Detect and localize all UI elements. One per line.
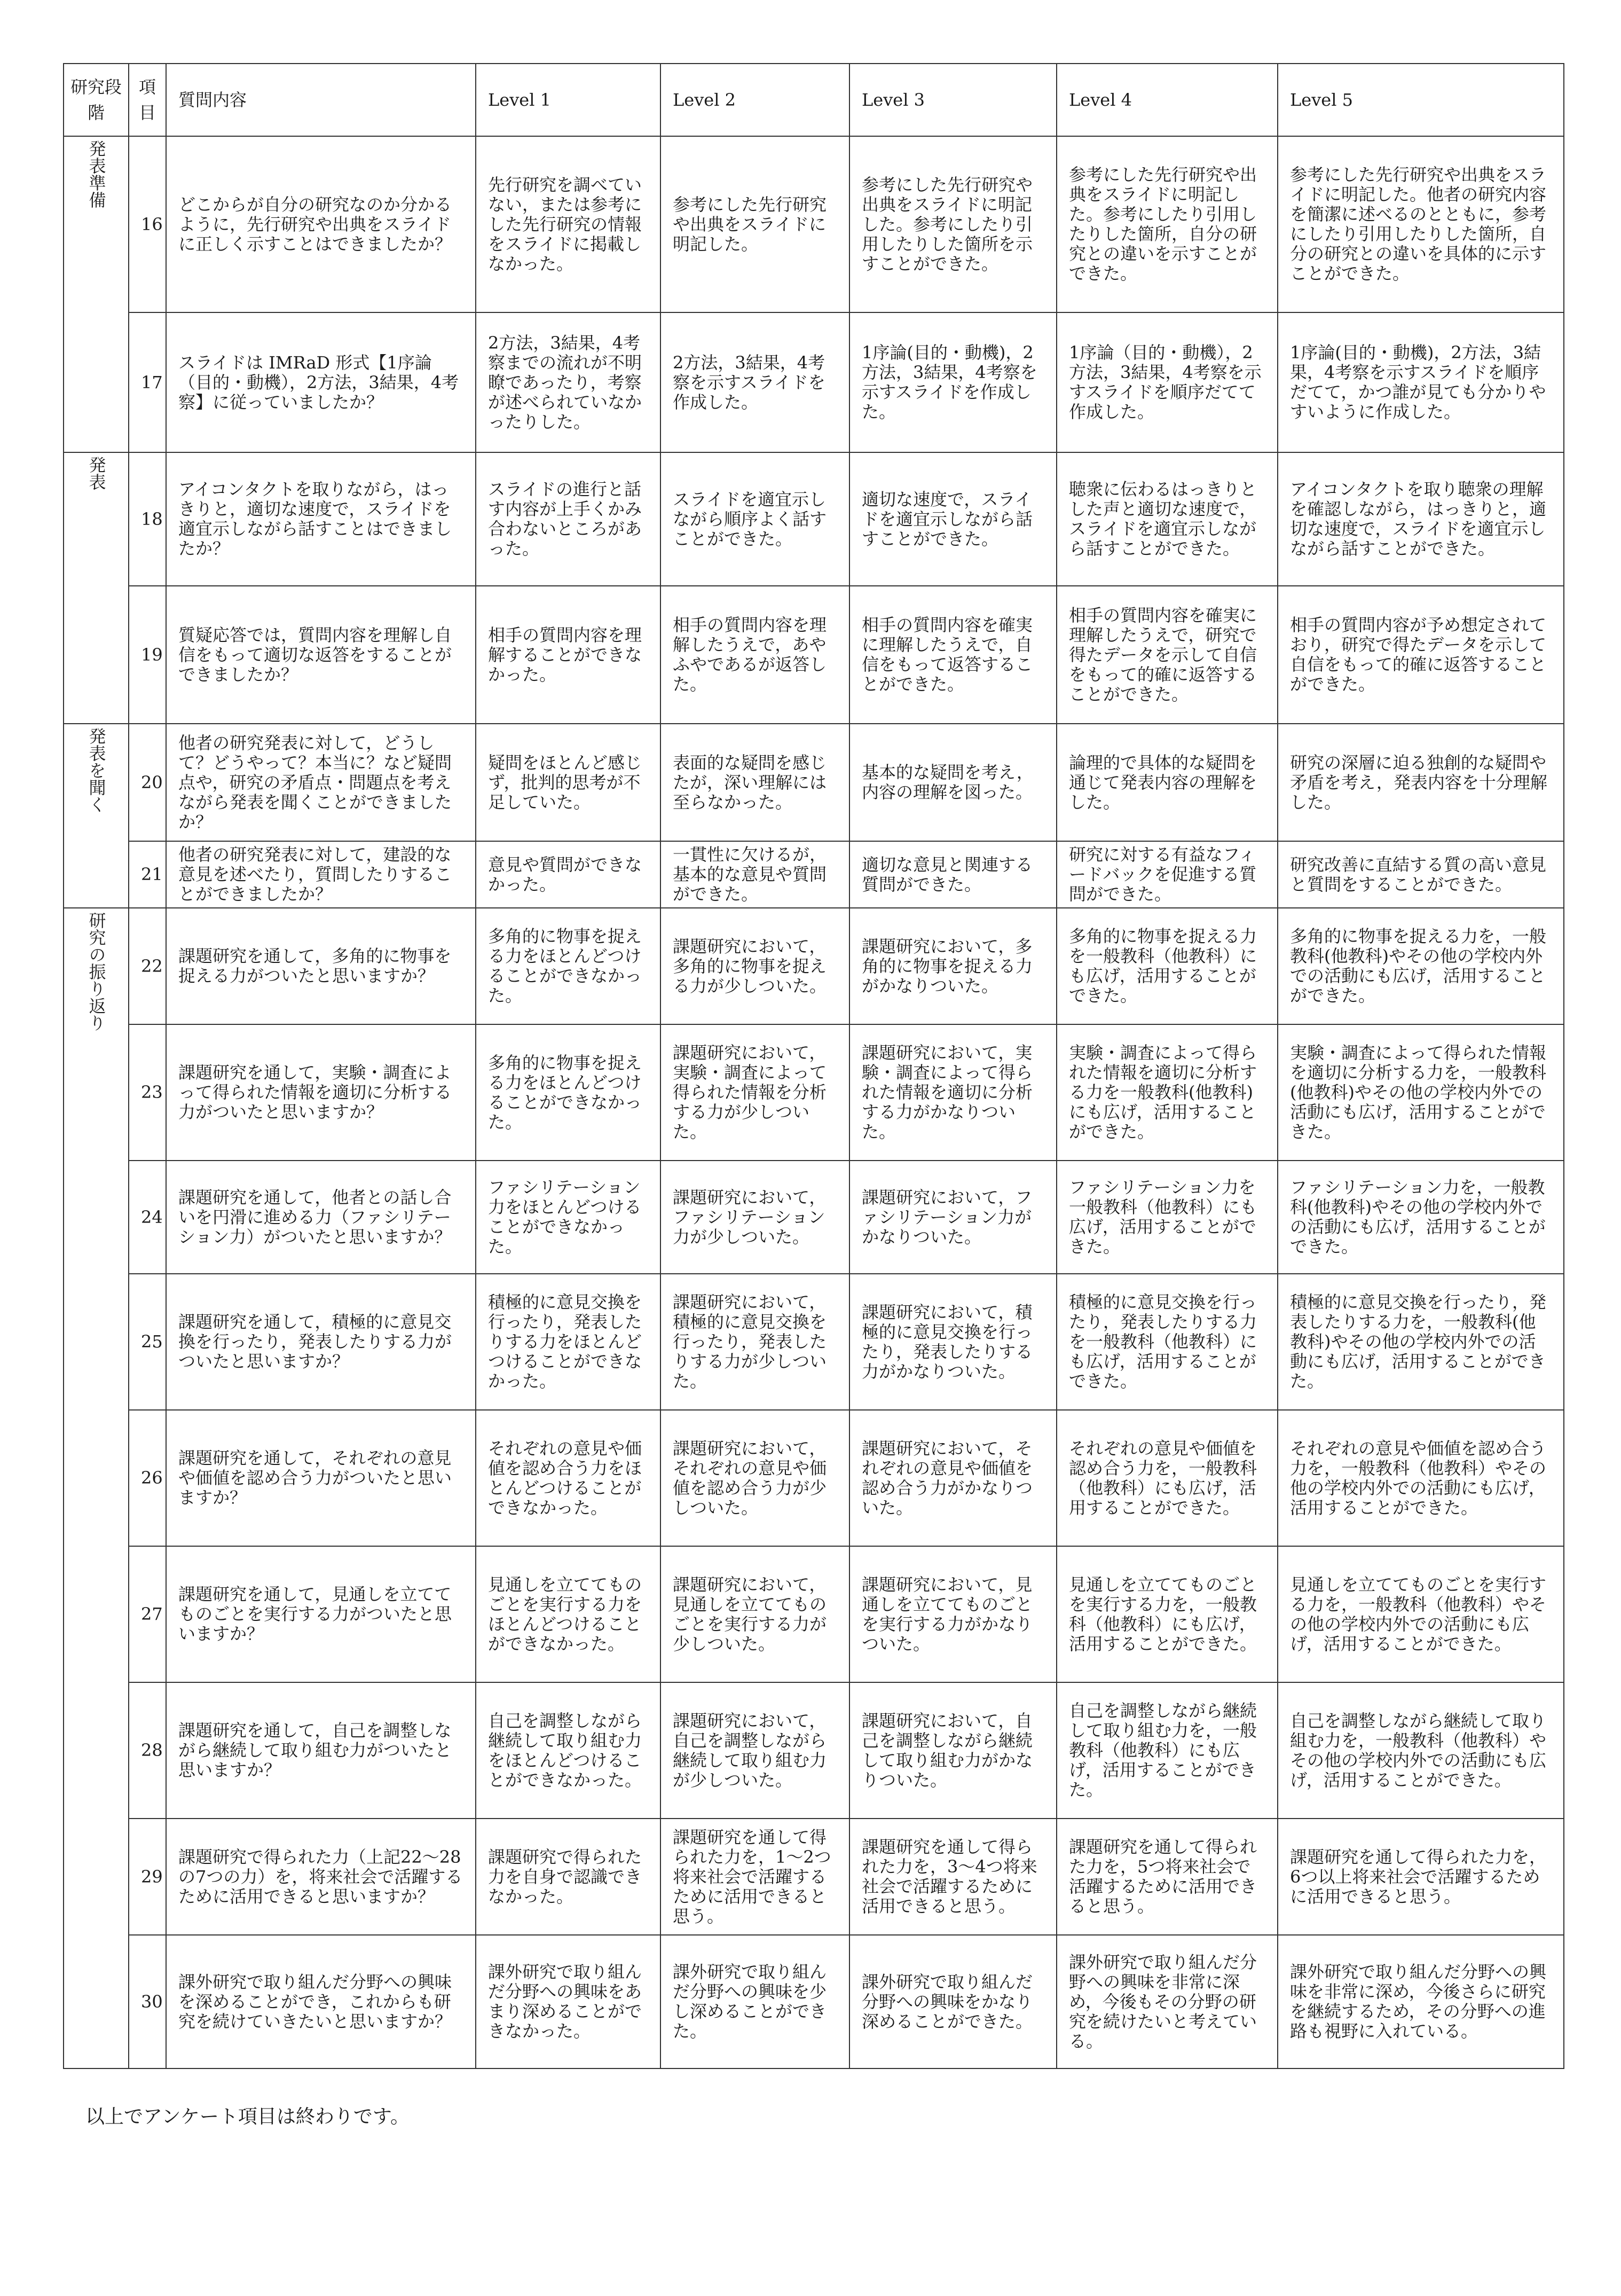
level-3-descriptor: 課題研究において，ファシリテーション力がかなりついた。 [849, 1161, 1057, 1274]
rubric-row-30 [64, 1935, 1564, 2068]
level-3-descriptor: 課題研究において，見通しを立ててものごとを実行する力がかなりついた。 [849, 1546, 1057, 1682]
question-text: 他者の研究発表に対して，どうして？どうやって？本当に？など疑問点や，研究の矛盾点・問題点を考えながら発表を聞くことができましたか？ [166, 724, 476, 841]
rubric-row-16 [64, 136, 1564, 312]
footer-note: 以上でアンケート項目は終わりです。 [85, 2106, 410, 2128]
level-2-descriptor: 一貫性に欠けるが，基本的な意見や質問ができた。 [660, 841, 849, 908]
level-4-descriptor: 参考にした先行研究や出典をスライドに明記した。参考にしたり引用したりした箇所，自分の研究との違いを示すことができた。 [1057, 136, 1278, 312]
level-5-descriptor: アイコンタクトを取り聴衆の理解を確認しながら，はっきりと，適切な速度で，スライドを適宜示しながら話すことができた。 [1278, 452, 1564, 586]
stage-cell: 研究の振り返り [64, 908, 129, 2068]
level-1-descriptor: 相手の質問内容を理解することができなかった。 [476, 586, 660, 724]
level-2-descriptor: スライドを適宜示しながら順序よく話すことができた。 [660, 452, 849, 586]
stage-cell: 発表 [64, 452, 129, 724]
level-1-descriptor: 先行研究を調べていない，または参考にした先行研究の情報をスライドに掲載しなかった。 [476, 136, 660, 312]
rubric-body [64, 136, 1564, 2068]
level-2-descriptor: 課題研究において，見通しを立ててものごとを実行する力が少しついた。 [660, 1546, 849, 1682]
rubric-row-28 [64, 1682, 1564, 1819]
level-4-descriptor: 論理的で具体的な疑問を通じて発表内容の理解をした。 [1057, 724, 1278, 841]
rubric-row-22 [64, 908, 1564, 1024]
level-4-descriptor: 積極的に意見交換を行ったり，発表したりする力を一般教科（他教科）にも広げ，活用することができた。 [1057, 1274, 1278, 1410]
level-2-descriptor: 課題研究において，実験・調査によって得られた情報を分析する力が少しついた。 [660, 1024, 849, 1161]
level-2-descriptor: 課題研究において，積極的に意見交換を行ったり，発表したりする力が少しついた。 [660, 1274, 849, 1410]
level-5-descriptor: ファシリテーション力を，一般教科(他教科)やその他の学校内外での活動にも広げ，活用することができた。 [1278, 1161, 1564, 1274]
level-4-descriptor: 1序論（目的・動機），2方法，3結果，4考察を示すスライドを順序だてて作成した。 [1057, 312, 1278, 452]
question-text: 課題研究を通して，積極的に意見交換を行ったり，発表したりする力がついたと思いますか？ [166, 1274, 476, 1410]
level-5-descriptor: 1序論(目的・動機)，2方法，3結果，4考察を示すスライドを順序だてて，かつ誰が見ても分かりやすいように作成した。 [1278, 312, 1564, 452]
level-5-descriptor: 研究の深層に迫る独創的な疑問や矛盾を考え，発表内容を十分理解した。 [1278, 724, 1564, 841]
question-text: 課外研究で取り組んだ分野への興味を深めることができ，これからも研究を続けていきたいと思いますか？ [166, 1935, 476, 2068]
level-1-descriptor: 自己を調整しながら継続して取り組む力をほとんどつけることができなかった。 [476, 1682, 660, 1819]
level-5-descriptor: 積極的に意見交換を行ったり，発表したりする力を，一般教科(他教科)やその他の学校内外での活動にも広げ，活用することができた。 [1278, 1274, 1564, 1410]
level-4-descriptor: 自己を調整しながら継続して取り組む力を，一般教科（他教科）にも広げ，活用することができた。 [1057, 1682, 1278, 1819]
level-5-descriptor: 相手の質問内容が予め想定されており，研究で得たデータを示して自信をもって的確に返答することができた。 [1278, 586, 1564, 724]
stage-cell: 発表準備 [64, 136, 129, 452]
level-2-descriptor: 2方法，3結果，4考察を示すスライドを作成した。 [660, 312, 849, 452]
rubric-row-19 [64, 586, 1564, 724]
question-text: スライドは IMRaD 形式【1序論（目的・動機），2方法，3結果，4考察】に従っていましたか？ [166, 312, 476, 452]
level-2-descriptor: 相手の質問内容を理解したうえで，あやふやであるが返答した。 [660, 586, 849, 724]
level-2-descriptor: 課題研究において，自己を調整しながら継続して取り組む力が少しついた。 [660, 1682, 849, 1819]
level-3-descriptor: 相手の質問内容を確実に理解したうえで，自信をもって返答することができた。 [849, 586, 1057, 724]
level-2-descriptor: 表面的な疑問を感じたが，深い理解には至らなかった。 [660, 724, 849, 841]
item-number: 17 [129, 312, 166, 452]
level-1-descriptor: 意見や質問ができなかった。 [476, 841, 660, 908]
rubric-row-18 [64, 452, 1564, 586]
level-3-descriptor: 課題研究において，多角的に物事を捉える力がかなりついた。 [849, 908, 1057, 1024]
level-5-descriptor: 多角的に物事を捉える力を，一般教科(他教科)やその他の学校内外での活動にも広げ，活用することができた。 [1278, 908, 1564, 1024]
level-2-descriptor: 課題研究において，それぞれの意見や価値を認め合う力が少しついた。 [660, 1410, 849, 1546]
header-level-4: Level 4 [1057, 64, 1278, 136]
rubric-row-17 [64, 312, 1564, 452]
item-number: 22 [129, 908, 166, 1024]
level-1-descriptor: 積極的に意見交換を行ったり，発表したりする力をほとんどつけることができなかった。 [476, 1274, 660, 1410]
question-text: 他者の研究発表に対して，建設的な意見を述べたり，質問したりすることができましたか？ [166, 841, 476, 908]
item-number: 27 [129, 1546, 166, 1682]
question-text: 課題研究を通して，多角的に物事を捉える力がついたと思いますか？ [166, 908, 476, 1024]
item-number: 29 [129, 1819, 166, 1935]
level-1-descriptor: 疑問をほとんど感じず，批判的思考が不足していた。 [476, 724, 660, 841]
header-level-1: Level 1 [476, 64, 660, 136]
level-1-descriptor: 多角的に物事を捉える力をほとんどつけることができなかった。 [476, 1024, 660, 1161]
level-5-descriptor: それぞれの意見や価値を認め合う力を，一般教科（他教科）やその他の学校内外での活動にも広げ，活用することができた。 [1278, 1410, 1564, 1546]
level-3-descriptor: 1序論(目的・動機)，2方法，3結果，4考察を示すスライドを作成した。 [849, 312, 1057, 452]
item-number: 19 [129, 586, 166, 724]
level-1-descriptor: ファシリテーション力をほとんどつけることができなかった。 [476, 1161, 660, 1274]
level-5-descriptor: 自己を調整しながら継続して取り組む力を，一般教科（他教科）やその他の学校内外での活動にも広げ，活用することができた。 [1278, 1682, 1564, 1819]
level-4-descriptor: 多角的に物事を捉える力を一般教科（他教科）にも広げ，活用することができた。 [1057, 908, 1278, 1024]
level-5-descriptor: 見通しを立ててものごとを実行する力を，一般教科（他教科）やその他の学校内外での活動にも広げ，活用することができた。 [1278, 1546, 1564, 1682]
level-2-descriptor: 課外研究で取り組んだ分野への興味を少し深めることができた。 [660, 1935, 849, 2068]
level-3-descriptor: 参考にした先行研究や出典をスライドに明記した。参考にしたり引用したりした箇所を示すことができた。 [849, 136, 1057, 312]
rubric-row-21 [64, 841, 1564, 908]
level-1-descriptor: 見通しを立ててものごとを実行する力をほとんどつけることができなかった。 [476, 1546, 660, 1682]
question-text: 課題研究を通して，それぞれの意見や価値を認め合う力がついたと思いますか？ [166, 1410, 476, 1546]
rubric-row-27 [64, 1546, 1564, 1682]
level-3-descriptor: 課外研究で取り組んだ分野への興味をかなり深めることができた。 [849, 1935, 1057, 2068]
rubric-row-26 [64, 1410, 1564, 1546]
item-number: 30 [129, 1935, 166, 2068]
level-3-descriptor: 課題研究において，それぞれの意見や価値を認め合う力がかなりついた。 [849, 1410, 1057, 1546]
level-1-descriptor: 課外研究で取り組んだ分野への興味をあまり深めることができなかった。 [476, 1935, 660, 2068]
level-4-descriptor: 課外研究で取り組んだ分野への興味を非常に深め，今後もその分野の研究を続けたいと考えている。 [1057, 1935, 1278, 2068]
rubric-row-23 [64, 1024, 1564, 1161]
level-2-descriptor: 課題研究において，ファシリテーション力が少しついた。 [660, 1161, 849, 1274]
item-number: 20 [129, 724, 166, 841]
level-3-descriptor: 基本的な疑問を考え，内容の理解を図った。 [849, 724, 1057, 841]
item-number: 25 [129, 1274, 166, 1410]
level-5-descriptor: 研究改善に直結する質の高い意見と質問をすることができた。 [1278, 841, 1564, 908]
level-1-descriptor: 2方法，3結果，4考察までの流れが不明瞭であったり，考察が述べられていなかったりした。 [476, 312, 660, 452]
item-number: 16 [129, 136, 166, 312]
item-number: 18 [129, 452, 166, 586]
item-number: 24 [129, 1161, 166, 1274]
item-number: 26 [129, 1410, 166, 1546]
header-item: 項目 [129, 64, 166, 136]
question-text: 課題研究を通して，見通しを立ててものごとを実行する力がついたと思いますか？ [166, 1546, 476, 1682]
level-5-descriptor: 課外研究で取り組んだ分野への興味を非常に深め，今後さらに研究を継続するため，その分野への進路も視野に入れている。 [1278, 1935, 1564, 2068]
level-4-descriptor: ファシリテーション力を一般教科（他教科）にも広げ，活用することができた。 [1057, 1161, 1278, 1274]
level-3-descriptor: 適切な意見と関連する質問ができた。 [849, 841, 1057, 908]
level-1-descriptor: 課題研究で得られた力を自身で認識できなかった。 [476, 1819, 660, 1935]
question-text: どこからが自分の研究なのか分かるように，先行研究や出典をスライドに正しく示すことはできましたか？ [166, 136, 476, 312]
level-4-descriptor: 聴衆に伝わるはっきりとした声と適切な速度で，スライドを適宜示しながら話すことができた。 [1057, 452, 1278, 586]
level-3-descriptor: 課題研究において，実験・調査によって得られた情報を適切に分析する力がかなりついた。 [849, 1024, 1057, 1161]
level-5-descriptor: 課題研究を通して得られた力を，6つ以上将来社会で活躍するために活用できると思う。 [1278, 1819, 1564, 1935]
question-text: 質疑応答では，質問内容を理解し自信をもって適切な返答をすることができましたか？ [166, 586, 476, 724]
item-number: 21 [129, 841, 166, 908]
question-text: 課題研究で得られた力（上記22〜28の7つの力）を，将来社会で活躍するために活用できると思いますか？ [166, 1819, 476, 1935]
rubric-table [63, 63, 1564, 2069]
header-level-5: Level 5 [1278, 64, 1564, 136]
level-4-descriptor: 実験・調査によって得られた情報を適切に分析する力を一般教科(他教科)にも広げ，活用することができた。 [1057, 1024, 1278, 1161]
level-1-descriptor: スライドの進行と話す内容が上手くかみ合わないところがあった。 [476, 452, 660, 586]
level-2-descriptor: 課題研究を通して得られた力を，1〜2つ将来社会で活躍するために活用できると思う。 [660, 1819, 849, 1935]
item-number: 28 [129, 1682, 166, 1819]
level-3-descriptor: 課題研究において，積極的に意見交換を行ったり，発表したりする力がかなりついた。 [849, 1274, 1057, 1410]
header-question: 質問内容 [166, 64, 476, 136]
question-text: 課題研究を通して，実験・調査によって得られた情報を適切に分析する力がついたと思いますか？ [166, 1024, 476, 1161]
header-level-2: Level 2 [660, 64, 849, 136]
level-4-descriptor: 研究に対する有益なフィードバックを促進する質問ができた。 [1057, 841, 1278, 908]
header-row [64, 64, 1564, 136]
level-3-descriptor: 課題研究において，自己を調整しながら継続して取り組む力がかなりついた。 [849, 1682, 1057, 1819]
level-3-descriptor: 適切な速度で，スライドを適宜示しながら話すことができた。 [849, 452, 1057, 586]
header-stage: 研究段階 [64, 64, 129, 136]
level-1-descriptor: それぞれの意見や価値を認め合う力をほとんどつけることができなかった。 [476, 1410, 660, 1546]
question-text: アイコンタクトを取りながら，はっきりと，適切な速度で，スライドを適宜示しながら話すことはできましたか？ [166, 452, 476, 586]
question-text: 課題研究を通して，自己を調整しながら継続して取り組む力がついたと思いますか？ [166, 1682, 476, 1819]
stage-cell: 発表を聞く [64, 724, 129, 908]
rubric-row-24 [64, 1161, 1564, 1274]
level-4-descriptor: それぞれの意見や価値を認め合う力を，一般教科（他教科）にも広げ，活用することができた。 [1057, 1410, 1278, 1546]
level-2-descriptor: 課題研究において，多角的に物事を捉える力が少しついた。 [660, 908, 849, 1024]
rubric-row-29 [64, 1819, 1564, 1935]
level-5-descriptor: 参考にした先行研究や出典をスライドに明記した。他者の研究内容を簡潔に述べるのとともに，参考にしたり引用したりした箇所，自分の研究との違いを具体的に示すことができた。 [1278, 136, 1564, 312]
question-text: 課題研究を通して，他者との話し合いを円滑に進める力（ファシリテーション力）がついたと思いますか？ [166, 1161, 476, 1274]
level-5-descriptor: 実験・調査によって得られた情報を適切に分析する力を，一般教科(他教科)やその他の学校内外での活動にも広げ，活用することができた。 [1278, 1024, 1564, 1161]
rubric-row-25 [64, 1274, 1564, 1410]
level-3-descriptor: 課題研究を通して得られた力を，3〜4つ将来社会で活躍するために活用できると思う。 [849, 1819, 1057, 1935]
item-number: 23 [129, 1024, 166, 1161]
level-1-descriptor: 多角的に物事を捉える力をほとんどつけることができなかった。 [476, 908, 660, 1024]
level-4-descriptor: 課題研究を通して得られた力を，5つ将来社会で活躍するために活用できると思う。 [1057, 1819, 1278, 1935]
rubric-row-20 [64, 724, 1564, 841]
level-2-descriptor: 参考にした先行研究や出典をスライドに明記した。 [660, 136, 849, 312]
level-4-descriptor: 相手の質問内容を確実に理解したうえで，研究で得たデータを示して自信をもって的確に返答することができた。 [1057, 586, 1278, 724]
header-level-3: Level 3 [849, 64, 1057, 136]
level-4-descriptor: 見通しを立ててものごとを実行する力を，一般教科（他教科）にも広げ，活用することができた。 [1057, 1546, 1278, 1682]
